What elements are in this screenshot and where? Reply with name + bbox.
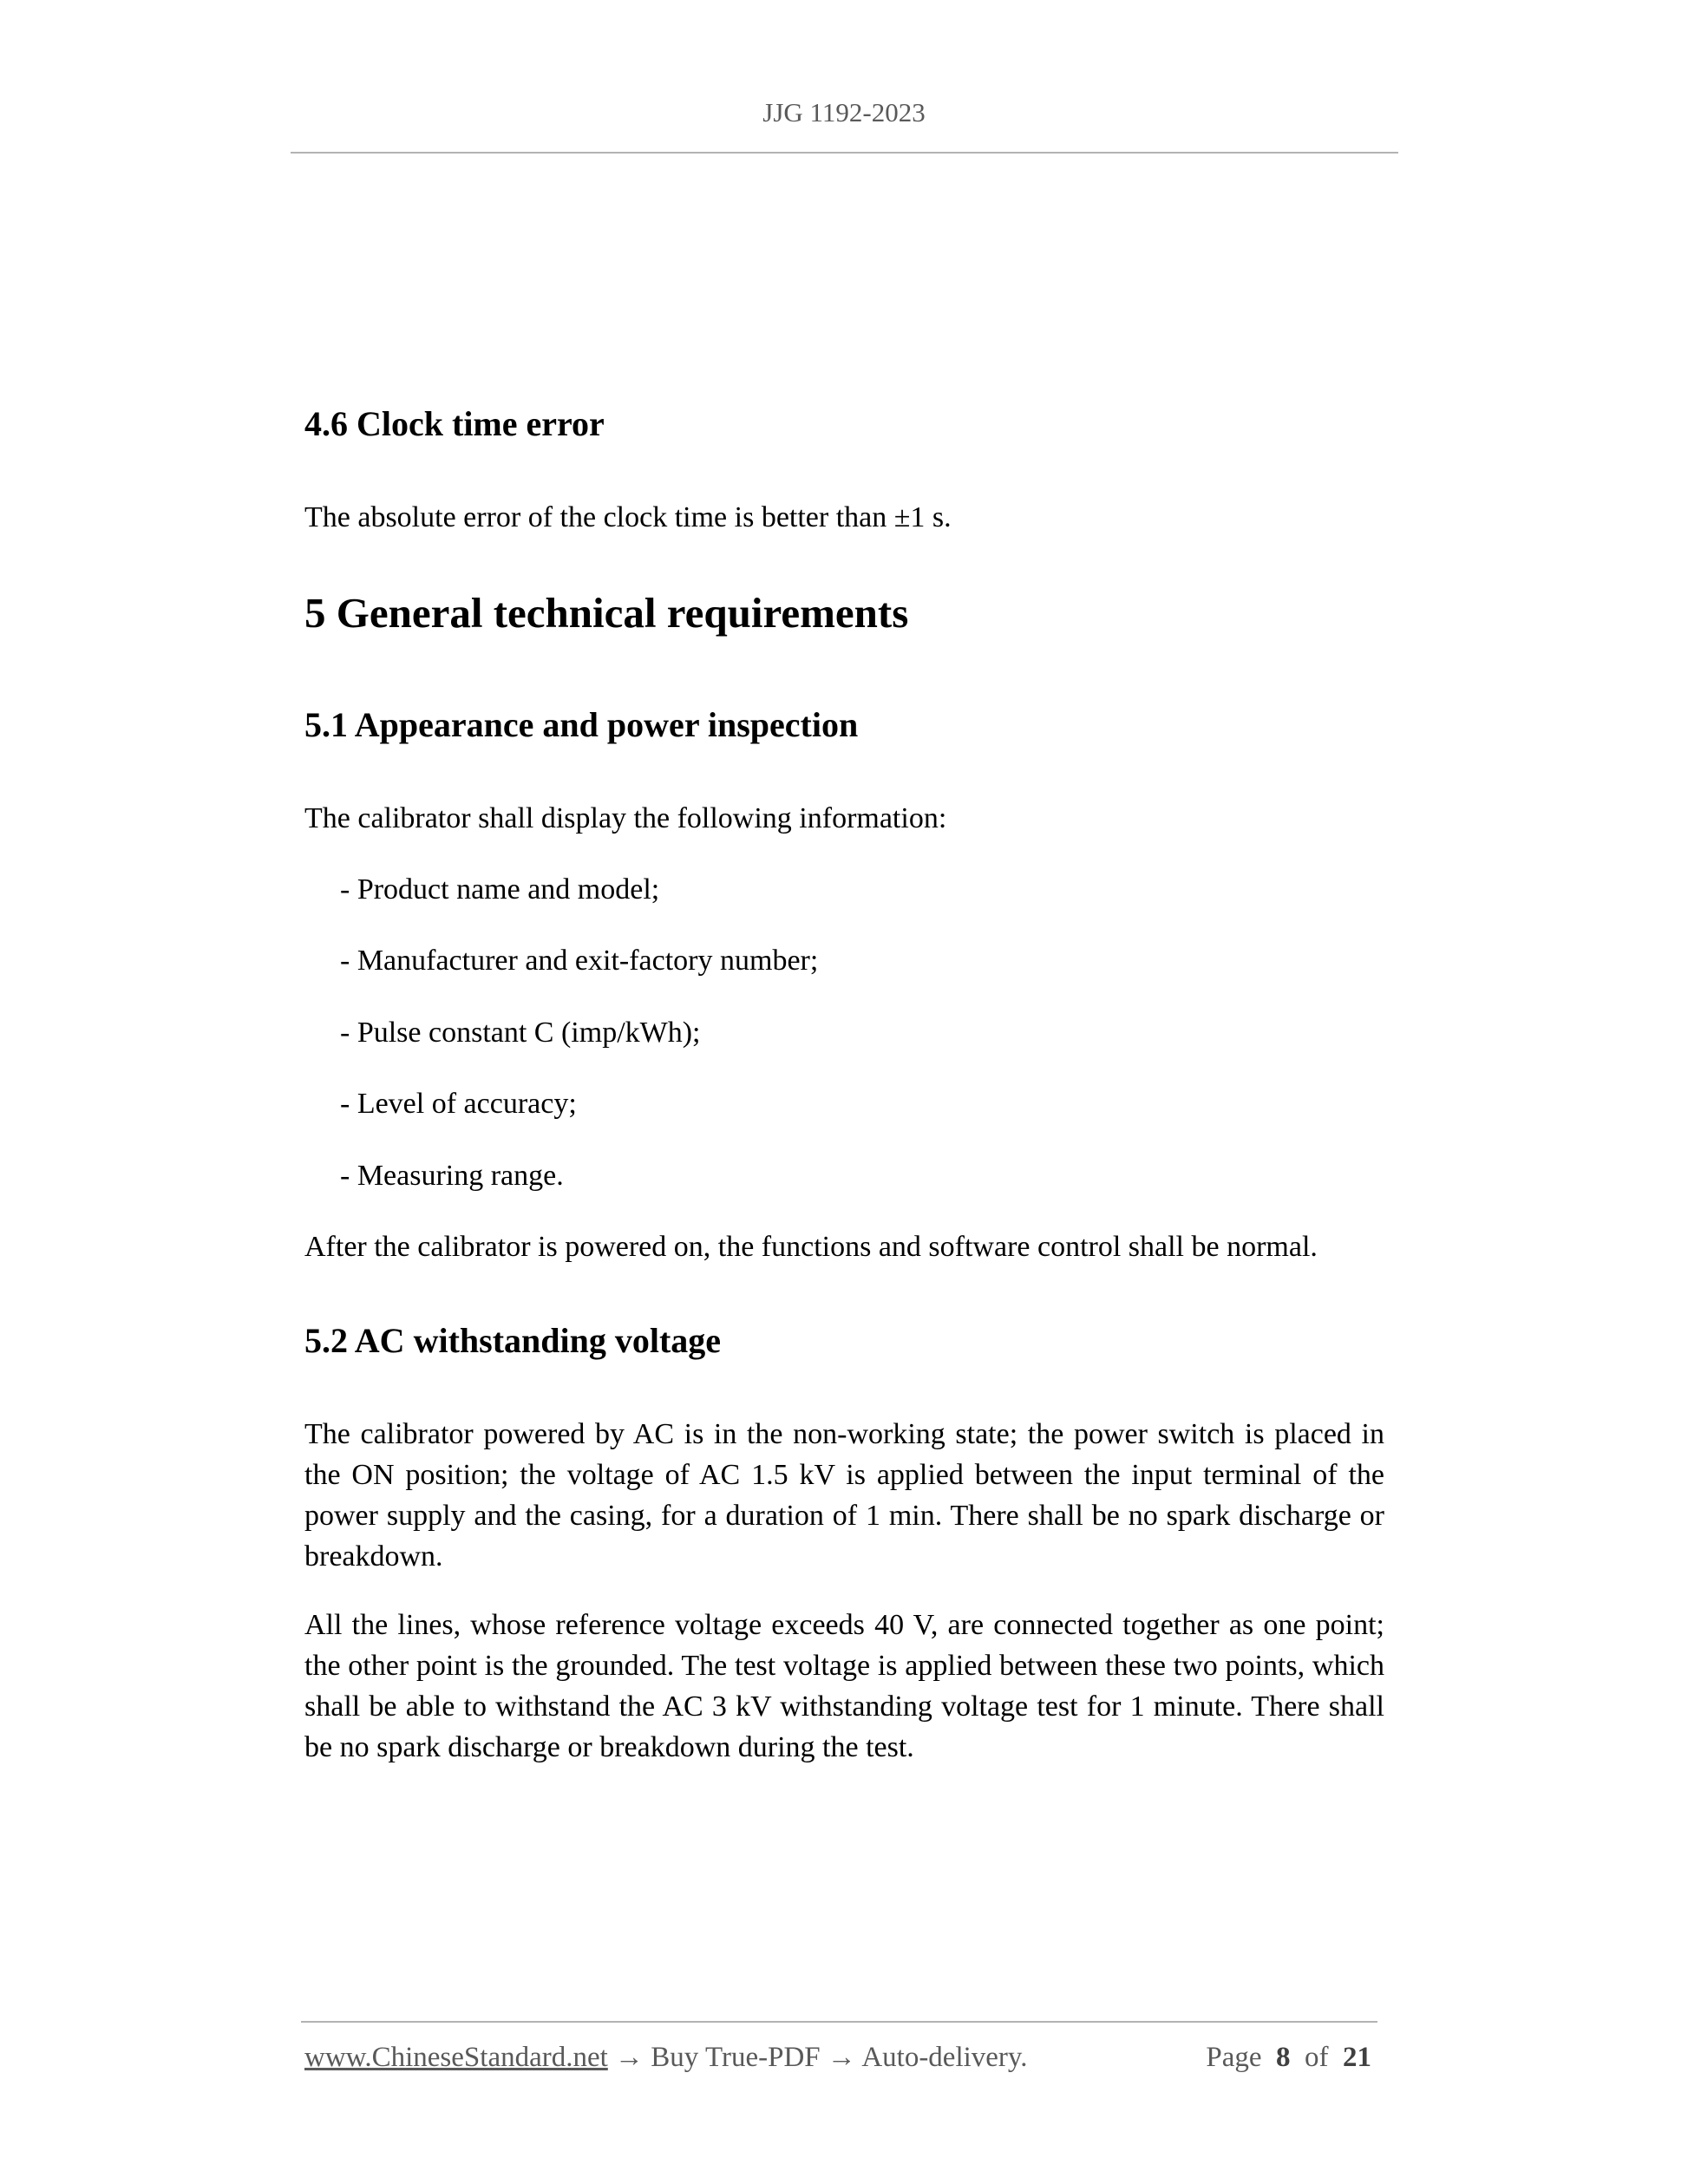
section-4-6-heading: 4.6 Clock time error — [304, 404, 605, 443]
running-header: JJG 1192-2023 — [762, 97, 926, 128]
section-5-1-intro: The calibrator shall display the following information: — [304, 802, 947, 834]
section-4-6-text: The absolute error of the clock time is better than ±1 s. — [304, 501, 952, 533]
footer-divider — [301, 2021, 1377, 2023]
section-5-2-paragraph-1: The calibrator powered by AC is in the non-working state; the power switch is placed in the ON position; the voltage of AC 1.5 kV is applied between the input terminal of the power supply and the casing, for a duration of 1 min. There shall be no spark discharge or breakdown. — [304, 1418, 1384, 1573]
page-total: 21 — [1343, 2042, 1371, 2073]
page-of-label: of — [1305, 2042, 1329, 2073]
website-link[interactable]: www.ChineseStandard.net — [304, 2042, 608, 2073]
list-item: - Manufacturer and exit-factory number; — [340, 945, 819, 977]
section-5-1-heading: 5.1 Appearance and power inspection — [304, 705, 859, 744]
section-5-heading: 5 General technical requirements — [304, 589, 909, 637]
page-number — [1206, 2042, 1371, 2074]
list-item: - Pulse constant C (imp/kWh); — [340, 1017, 701, 1049]
list-item: - Measuring range. — [340, 1160, 564, 1192]
list-item: - Product name and model; — [340, 873, 660, 906]
buy-pdf-text: Buy True-PDF — [651, 2042, 821, 2073]
section-5-1-closing: After the calibrator is powered on, the functions and software control shall be normal. — [304, 1231, 1318, 1263]
header-divider — [291, 152, 1398, 154]
arrow-right-icon: → — [615, 2042, 644, 2073]
section-5-2-heading: 5.2 AC withstanding voltage — [304, 1321, 722, 1360]
list-item: - Level of accuracy; — [340, 1088, 577, 1120]
section-5-2-paragraph-2: All the lines, whose reference voltage exceeds 40 V, are connected together as one point; the other point is the grounded. The test voltage is applied between these two points, which shall be able to withstand the AC 3 kV withstanding voltage test for 1 minute. There shall be no spark discharge or breakdown during the test. — [304, 1609, 1384, 1763]
page-label: Page — [1206, 2042, 1262, 2073]
page-current: 8 — [1276, 2042, 1291, 2073]
arrow-right-icon: → — [827, 2042, 856, 2073]
auto-delivery-text: Auto-delivery. — [861, 2042, 1028, 2073]
